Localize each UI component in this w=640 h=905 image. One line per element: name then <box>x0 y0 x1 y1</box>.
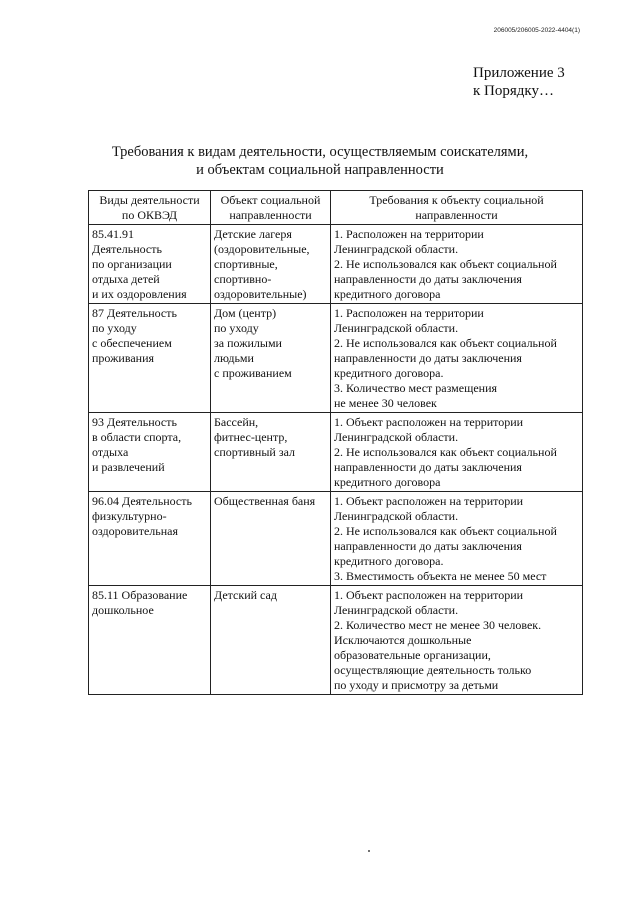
cell-line: 3. Количество мест размещения <box>334 381 498 395</box>
cell-line: Ленинградской области. <box>334 242 459 256</box>
cell-line: 85.41.91 <box>92 227 134 241</box>
cell-line: 2. Не использовался как объект социальной <box>334 445 557 459</box>
cell-line: Детские лагеря <box>214 227 292 241</box>
cell-line: кредитного договора <box>334 287 441 301</box>
requirements-table <box>88 190 583 695</box>
cell-line: 2. Не использовался как объект социальной <box>334 336 557 350</box>
cell-line: отдыха <box>92 445 129 459</box>
cell-line: 1. Объект расположен на территории <box>334 588 524 602</box>
cell-line: 87 Деятельность <box>92 306 177 320</box>
cell-line: спортивно- <box>214 272 272 286</box>
title-line-1: Требования к видам деятельности, осуществляемым соискателями, <box>111 144 529 160</box>
requirements-cell <box>331 586 583 695</box>
header-requirements: Требования к объекту социальной направленности <box>331 191 583 225</box>
cell-line: с обеспечением <box>92 336 172 350</box>
cell-line: по уходу и присмотру за детьми <box>334 678 499 692</box>
cell-line: 1. Расположен на территории <box>334 306 484 320</box>
cell-line: за пожилыми <box>214 336 282 350</box>
object-cell <box>211 413 331 492</box>
cell-line: Деятельность <box>92 242 162 256</box>
cell-line: Общественная баня <box>214 494 316 508</box>
cell-line: Ленинградской области. <box>334 603 459 617</box>
cell-line: дошкольное <box>92 603 154 617</box>
cell-line: кредитного договора. <box>334 366 444 380</box>
cell-line: направленности до даты заключения <box>334 460 522 474</box>
cell-line: Ленинградской области. <box>334 509 459 523</box>
cell-line: 93 Деятельность <box>92 415 177 429</box>
cell-line: проживания <box>92 351 155 365</box>
cell-line: оздоровительные) <box>214 287 307 301</box>
cell-line: спортивные, <box>214 257 278 271</box>
cell-line: 2. Не использовался как объект социальной <box>334 257 557 271</box>
activity-cell <box>89 586 211 695</box>
cell-line: осуществляющие деятельность только <box>334 663 532 677</box>
cell-line: 3. Вместимость объекта не менее 50 мест <box>334 569 547 583</box>
activity-cell <box>89 413 211 492</box>
cell-line: направленности до даты заключения <box>334 272 522 286</box>
cell-line: 85.11 Образование <box>92 588 188 602</box>
cell-line: не менее 30 человек <box>334 396 437 410</box>
table-row <box>89 225 583 304</box>
cell-line: и развлечений <box>92 460 165 474</box>
cell-line: (оздоровительные, <box>214 242 310 256</box>
activity-cell <box>89 225 211 304</box>
cell-line: Ленинградской области. <box>334 430 459 444</box>
cell-line: людьми <box>214 351 254 365</box>
object-cell <box>211 304 331 413</box>
object-cell <box>211 492 331 586</box>
cell-line: образовательные организации, <box>334 648 491 662</box>
cell-line: с проживанием <box>214 366 292 380</box>
scan-speck <box>368 850 370 852</box>
cell-line: направленности до даты заключения <box>334 539 522 553</box>
table-body <box>89 225 583 695</box>
cell-line: направленности до даты заключения <box>334 351 522 365</box>
cell-line: 1. Объект расположен на территории <box>334 494 524 508</box>
cell-line: Бассейн, <box>214 415 259 429</box>
cell-line: по уходу <box>214 321 259 335</box>
table-header-row <box>89 191 583 225</box>
cell-line: 2. Не использовался как объект социальной <box>334 524 557 538</box>
cell-line: 2. Количество мест не менее 30 человек. <box>334 618 542 632</box>
requirements-cell <box>331 413 583 492</box>
table-row <box>89 586 583 695</box>
cell-line: по уходу <box>92 321 137 335</box>
cell-line: кредитного договора. <box>334 554 444 568</box>
table-row <box>89 492 583 586</box>
requirements-cell <box>331 304 583 413</box>
cell-line: 96.04 Деятельность <box>92 494 192 508</box>
requirements-cell <box>331 492 583 586</box>
object-cell <box>211 225 331 304</box>
title-line-2: и объектам социальной направленности <box>196 162 444 178</box>
cell-line: физкультурно- <box>92 509 167 523</box>
activity-cell <box>89 492 211 586</box>
requirements-cell <box>331 225 583 304</box>
cell-line: фитнес-центр, <box>214 430 288 444</box>
cell-line: Дом (центр) <box>214 306 277 320</box>
activity-cell <box>89 304 211 413</box>
appendix-line-1: Приложение 3 <box>473 65 565 81</box>
cell-line: Детский сад <box>214 588 277 602</box>
header-activity: Виды деятельности по ОКВЭД <box>89 191 211 225</box>
object-cell <box>211 586 331 695</box>
cell-line: спортивный зал <box>214 445 295 459</box>
appendix-note <box>473 64 565 100</box>
document-title <box>0 143 640 179</box>
cell-line: Исключаются дошкольные <box>334 633 472 647</box>
cell-line: и их оздоровления <box>92 287 187 301</box>
cell-line: 1. Объект расположен на территории <box>334 415 524 429</box>
cell-line: Ленинградской области. <box>334 321 459 335</box>
table-row <box>89 304 583 413</box>
header-object: Объект социальной направленности <box>211 191 331 225</box>
appendix-line-2: к Порядку… <box>473 83 554 99</box>
cell-line: 1. Расположен на территории <box>334 227 484 241</box>
cell-line: кредитного договора <box>334 475 441 489</box>
cell-line: по организации <box>92 257 172 271</box>
cell-line: оздоровительная <box>92 524 179 538</box>
table-row <box>89 413 583 492</box>
cell-line: отдыха детей <box>92 272 160 286</box>
document-id: 206005/206005-2022-4404(1) <box>493 27 580 34</box>
cell-line: в области спорта, <box>92 430 182 444</box>
